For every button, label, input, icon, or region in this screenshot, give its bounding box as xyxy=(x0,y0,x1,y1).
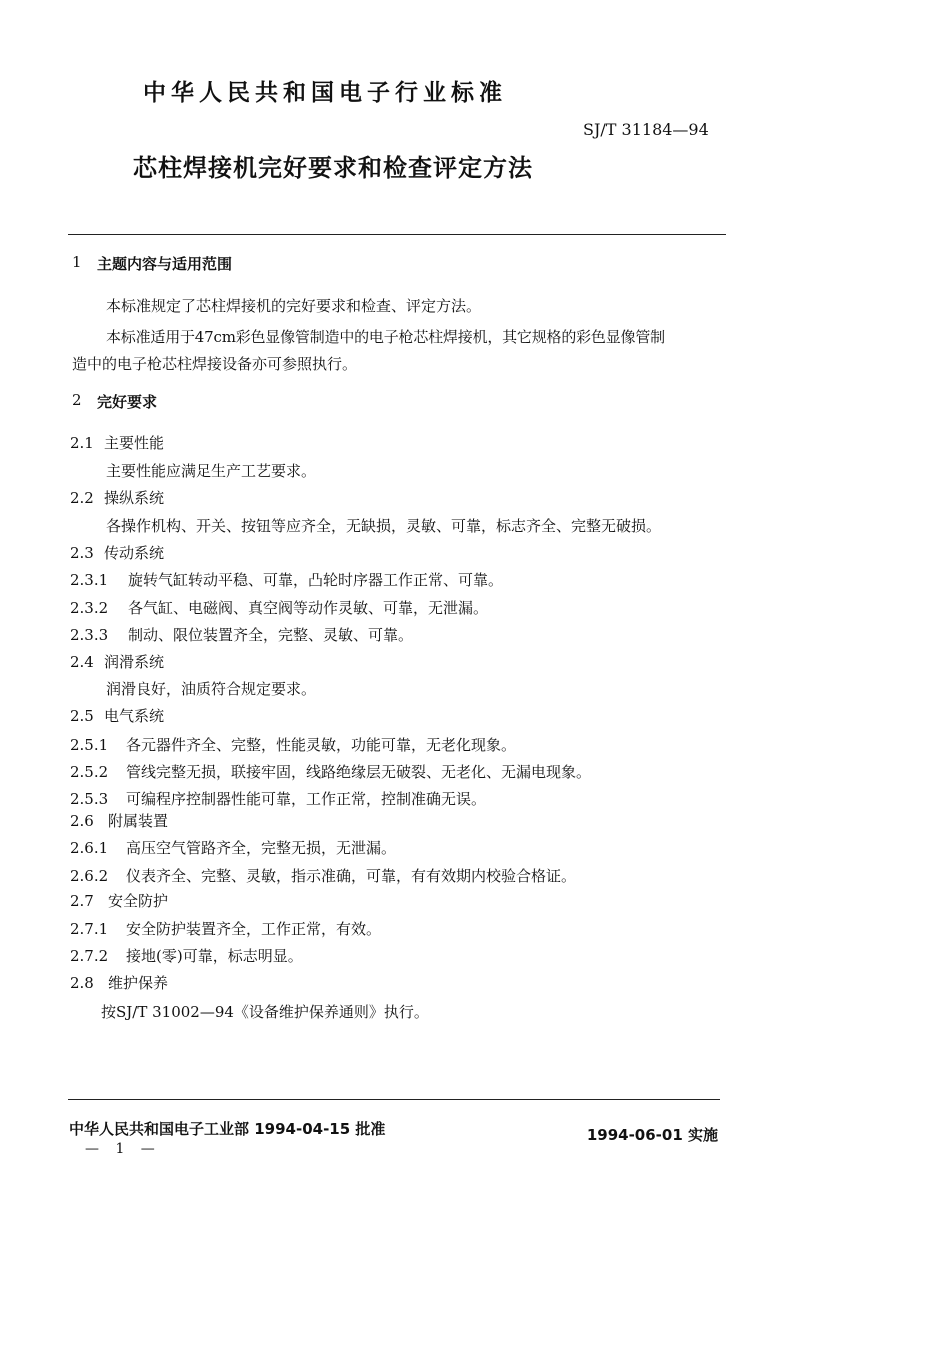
clause-number: 2.8 xyxy=(70,974,94,992)
clause-text: 各气缸、电磁阀、真空阀等动作灵敏、可靠，无泄漏。 xyxy=(128,599,489,617)
clause-item xyxy=(101,1001,429,1022)
clause-number: 2.3.2 xyxy=(70,599,109,617)
clause-text: 操纵系统 xyxy=(104,489,165,507)
clause-item xyxy=(70,705,164,726)
clause-item xyxy=(70,597,488,618)
clause-item xyxy=(70,972,168,993)
clause-text: 各操作机构、开关、按钮等应齐全，无缺损，灵敏、可靠，标志齐全、完整无破损。 xyxy=(106,517,662,535)
clause-number: 2.7.2 xyxy=(70,947,109,965)
clause-number: 2.5 xyxy=(70,707,94,725)
clause-text: 可编程序控制器性能可靠，工作正常，控制准确无误。 xyxy=(126,790,487,808)
clause-item xyxy=(70,624,413,645)
clause-item xyxy=(70,837,396,858)
approval-statement: 中华人民共和国电子工业部 1994-04-15 批准 xyxy=(69,1120,386,1138)
clause-item xyxy=(70,651,164,672)
clause-number: 2.6 xyxy=(70,812,94,830)
issuing-organization: 中华人民共和国电子行业标准 xyxy=(143,80,507,106)
section-1-paragraph-2-line-2: 造中的电子枪芯柱焊接设备亦可参照执行。 xyxy=(72,355,358,373)
clause-number: 2.5.2 xyxy=(70,763,109,781)
clause-number: 2.4 xyxy=(70,653,94,671)
clause-number: 2.3.1 xyxy=(70,571,109,589)
clause-item xyxy=(70,569,503,590)
clause-number: 2.7.1 xyxy=(70,920,109,938)
section-1-heading: 主题内容与适用范围 xyxy=(97,255,233,273)
clause-item xyxy=(70,890,168,911)
clause-text: 润滑系统 xyxy=(104,653,165,671)
clause-number: 2.3 xyxy=(70,544,94,562)
section-2-heading: 完好要求 xyxy=(97,393,158,411)
clause-text: 附属装置 xyxy=(108,812,169,830)
clause-text: 维护保养 xyxy=(108,974,169,992)
clause-text: 高压空气管路齐全，完整无损，无泄漏。 xyxy=(126,839,397,857)
clause-text: 传动系统 xyxy=(104,544,165,562)
clause-text: 润滑良好，油质符合规定要求。 xyxy=(106,680,317,698)
clause-number: 2.6.1 xyxy=(70,839,109,857)
clause-text: 安全防护装置齐全，工作正常，有效。 xyxy=(126,920,382,938)
clause-text: 旋转气缸转动平稳、可靠，凸轮时序器工作正常、可靠。 xyxy=(128,571,504,589)
clause-item xyxy=(70,761,591,782)
page-number: — 1 — xyxy=(85,1141,161,1157)
clause-number: 2.2 xyxy=(70,489,94,507)
standard-number: SJ/T 31184—94 xyxy=(583,120,709,139)
clause-text: 接地(零)可靠，标志明显。 xyxy=(126,947,303,965)
document-title: 芯柱焊接机完好要求和检查评定方法 xyxy=(133,154,533,182)
section-1-paragraph-2-line-1: 本标准适用于47cm彩色显像管制造中的电子枪芯柱焊接机，其它规格的彩色显像管制 xyxy=(106,328,665,346)
clause-text: 制动、限位装置齐全，完整、灵敏、可靠。 xyxy=(128,626,414,644)
clause-number: 2.5.1 xyxy=(70,736,109,754)
clause-text: 管线完整无损，联接牢固，线路绝缘层无破裂、无老化、无漏电现象。 xyxy=(126,763,592,781)
footer-divider xyxy=(68,1099,720,1100)
clause-item xyxy=(106,678,316,699)
section-2-number: 2 xyxy=(72,391,82,409)
section-1-number: 1 xyxy=(72,253,82,271)
clause-item xyxy=(106,460,316,481)
clause-item xyxy=(70,734,516,755)
clause-item xyxy=(70,810,168,831)
clause-item xyxy=(70,432,164,453)
clause-text: 安全防护 xyxy=(108,892,169,910)
clause-text: 主要性能 xyxy=(104,434,165,452)
clause-text: 电气系统 xyxy=(104,707,165,725)
clause-item xyxy=(70,945,303,966)
clause-text: 按SJ/T 31002—94《设备维护保养通则》执行。 xyxy=(101,1003,429,1021)
clause-item xyxy=(70,487,164,508)
clause-text: 仪表齐全、完整、灵敏，指示准确，可靠，有有效期内校验合格证。 xyxy=(126,867,577,885)
clause-item xyxy=(70,918,381,939)
header-divider xyxy=(68,234,726,235)
clause-item xyxy=(70,788,486,809)
clause-number: 2.1 xyxy=(70,434,94,452)
clause-number: 2.5.3 xyxy=(70,790,109,808)
clause-number: 2.7 xyxy=(70,892,94,910)
clause-text: 主要性能应满足生产工艺要求。 xyxy=(106,462,317,480)
clause-text: 各元器件齐全、完整，性能灵敏，功能可靠，无老化现象。 xyxy=(126,736,517,754)
clause-number: 2.6.2 xyxy=(70,867,109,885)
implementation-date: 1994-06-01 实施 xyxy=(586,1126,718,1144)
section-1-paragraph-1: 本标准规定了芯柱焊接机的完好要求和检查、评定方法。 xyxy=(106,297,482,315)
clause-item xyxy=(106,515,661,536)
clause-item xyxy=(70,865,576,886)
clause-item xyxy=(70,542,164,563)
clause-number: 2.3.3 xyxy=(70,626,109,644)
